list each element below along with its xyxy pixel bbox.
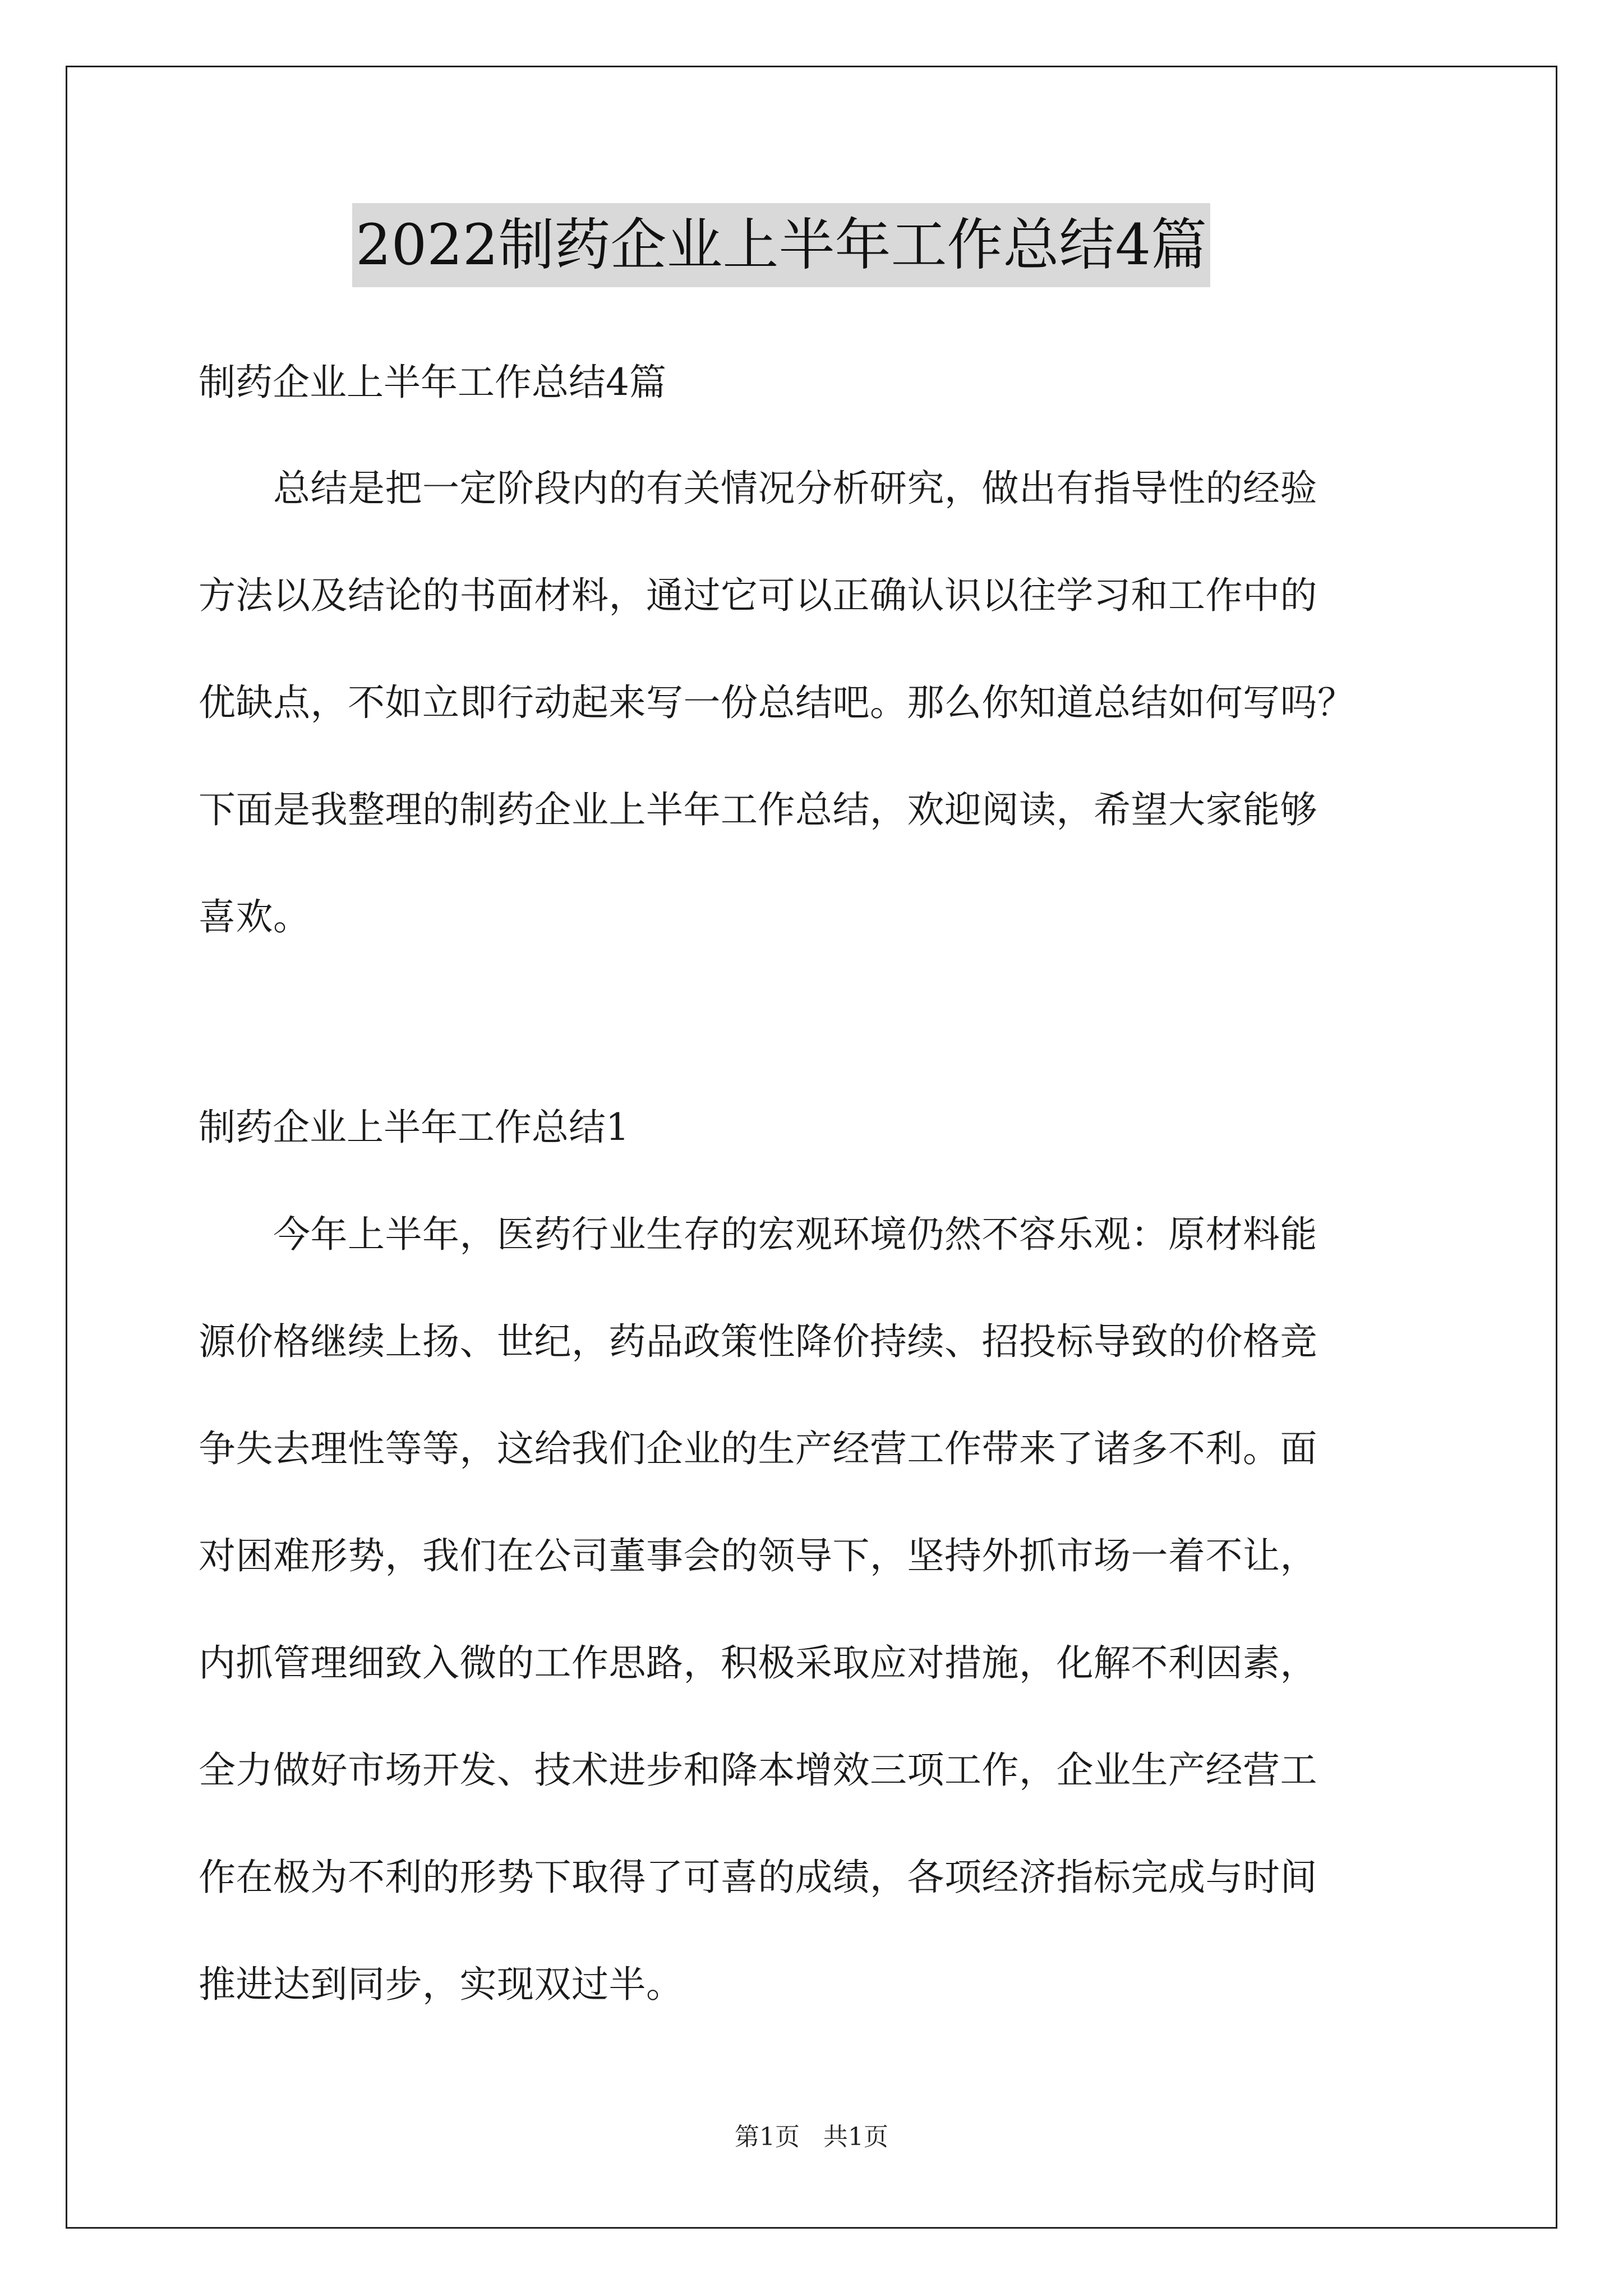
section-line: 全力做好市场开发、技术进步和降本增效三项工作，企业生产经营工 <box>199 1749 1317 1792</box>
section-line: 内抓管理细致入微的工作思路，积极采取应对措施，化解不利因素， <box>199 1641 1317 1685</box>
section-line: 对困难形势，我们在公司董事会的领导下，坚持外抓市场一着不让， <box>199 1534 1317 1577</box>
intro-line: 总结是把一定阶段内的有关情况分析研究，做出有指导性的经验 <box>199 467 1317 510</box>
intro-line: 下面是我整理的制药企业上半年工作总结，欢迎阅读，希望大家能够 <box>199 788 1317 831</box>
section-line: 争失去理性等等，这给我们企业的生产经营工作带来了诸多不利。面 <box>199 1427 1317 1470</box>
section-line: 今年上半年，医药行业生存的宏观环境仍然不容乐观：原材料能 <box>199 1213 1317 1256</box>
section-paragraph <box>199 1181 1427 2038</box>
section-heading: 制药企业上半年工作总结1 <box>199 1106 629 1149</box>
document-title: 2022制药企业上半年工作总结4篇 <box>352 203 1210 287</box>
section-line: 作在极为不利的形势下取得了可喜的成绩，各项经济指标完成与时间 <box>199 1856 1317 1899</box>
intro-line: 方法以及结论的书面材料，通过它可以正确认识以往学习和工作中的 <box>199 574 1317 617</box>
section-line: 源价格继续上扬、世纪，药品政策性降价持续、招投标导致的价格竞 <box>199 1320 1317 1363</box>
section-line: 推进达到同步，实现双过半。 <box>199 1963 684 2006</box>
intro-line: 优缺点，不如立即行动起来写一份总结吧。那么你知道总结如何写吗？ <box>199 681 1355 724</box>
intro-line: 喜欢。 <box>199 895 311 938</box>
intro-paragraph <box>199 435 1427 970</box>
page-footer: 第1页 共1页 <box>735 2123 888 2151</box>
document-subtitle: 制药企业上半年工作总结4篇 <box>199 361 666 404</box>
